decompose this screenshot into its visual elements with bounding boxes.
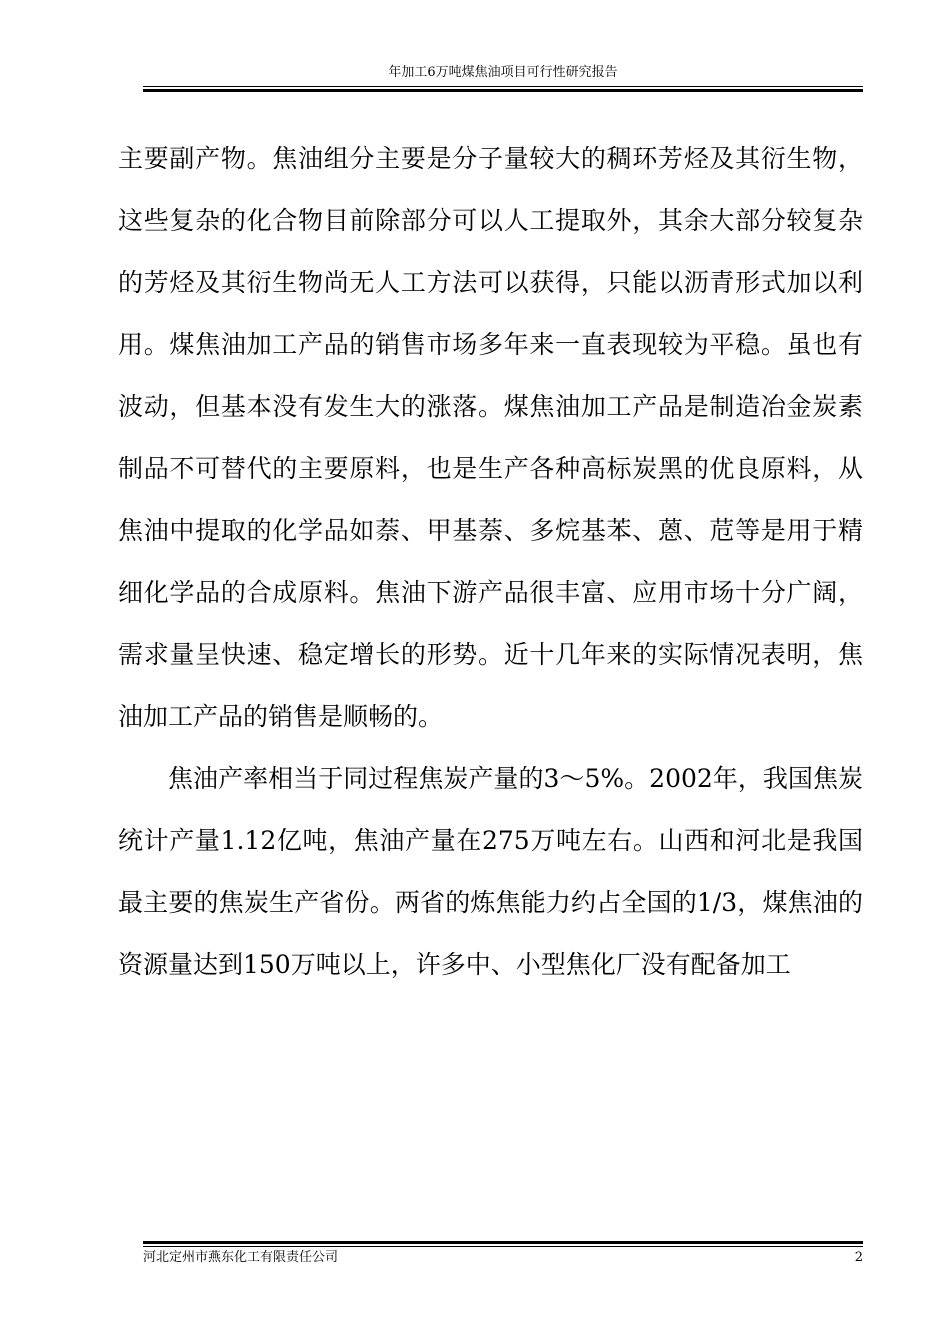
- footer-rule-thin: [143, 1246, 863, 1247]
- footer-rule-thick: [143, 1241, 863, 1244]
- footer-company: 河北定州市燕东化工有限责任公司: [143, 1250, 339, 1265]
- header-rule-thick: [143, 89, 863, 92]
- page-number: 2: [854, 1250, 863, 1265]
- header-rule-thin: [143, 86, 863, 87]
- header-title: 年加工6万吨煤焦油项目可行性研究报告: [388, 65, 618, 80]
- paragraph-2: 焦油产率相当于同过程焦炭产量的3～5%。2002年，我国焦炭统计产量1.12亿吨，焦油产量在275万吨左右。山西和河北是我国最主要的焦炭生产省份。两省的炼焦能力约占全国的1/3，煤焦油的资源量达到150万吨以上，许多中、小型焦化厂没有配备加工: [118, 764, 863, 979]
- paragraph-1: 主要副产物。焦油组分主要是分子量较大的稠环芳烃及其衍生物，这些复杂的化合物目前除部分可以人工提取外，其余大部分较复杂的芳烃及其衍生物尚无人工方法可以获得，只能以沥青形式加以利用。煤焦油加工产品的销售市场多年来一直表现较为平稳。虽也有波动，但基本没有发生大的涨落。煤焦油加工产品是制造冶金炭素制品不可替代的主要原料，也是生产各种高标炭黑的优良原料，从焦油中提取的化学品如萘、甲基萘、多烷基苯、蒽、苊等是用于精细化学品的合成原料。焦油下游产品很丰富、应用市场十分广阔，需求量呈快速、稳定增长的形势。近十几年来的实际情况表明，焦油加工产品的销售是顺畅的。: [118, 144, 863, 731]
- document-body: [118, 128, 863, 996]
